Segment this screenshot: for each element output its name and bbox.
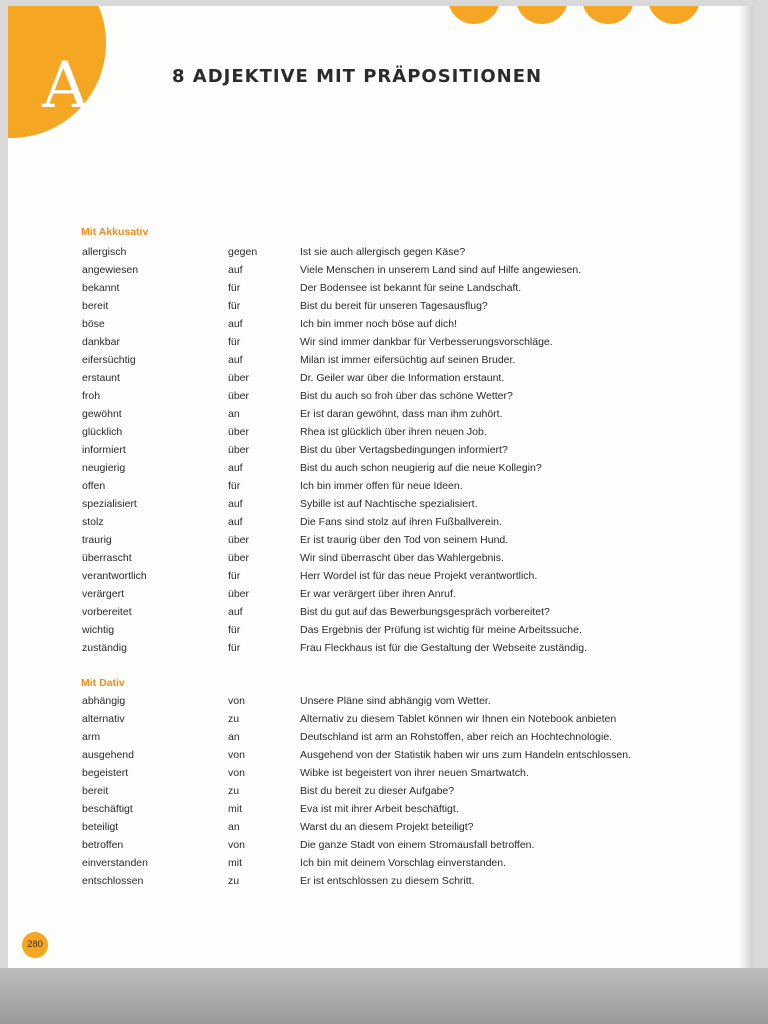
- table-row: [8, 354, 753, 372]
- adjective-cell: verantwortlich: [82, 570, 147, 582]
- example-sentence-cell: Er ist entschlossen zu diesem Schritt.: [300, 875, 475, 887]
- preposition-cell: für: [228, 336, 241, 348]
- adjective-cell: begeistert: [82, 767, 129, 779]
- table-row: [8, 318, 753, 336]
- adjective-cell: zuständig: [82, 642, 127, 654]
- preposition-cell: auf: [228, 606, 243, 618]
- example-sentence-cell: Frau Fleckhaus ist für die Gestaltung der Webseite zuständig.: [300, 642, 587, 654]
- example-sentence-cell: Die ganze Stadt von einem Stromausfall betroffen.: [300, 839, 535, 851]
- example-sentence-cell: Die Fans sind stolz auf ihren Fußballverein.: [300, 516, 502, 528]
- adjective-cell: bereit: [82, 300, 109, 312]
- table-row: [8, 606, 753, 624]
- example-sentence-cell: Rhea ist glücklich über ihren neuen Job.: [300, 426, 487, 438]
- preposition-cell: über: [228, 372, 250, 384]
- table-row: [8, 695, 753, 713]
- preposition-cell: von: [228, 695, 245, 707]
- table-row: [8, 246, 753, 264]
- preposition-cell: über: [228, 444, 250, 456]
- preposition-cell: über: [228, 534, 250, 546]
- adjective-cell: beteiligt: [82, 821, 119, 833]
- example-sentence-cell: Ich bin immer offen für neue Ideen.: [300, 480, 463, 492]
- adjective-cell: erstaunt: [82, 372, 120, 384]
- adjective-cell: traurig: [82, 534, 112, 546]
- adjective-cell: beschäftigt: [82, 803, 133, 815]
- adjective-cell: angewiesen: [82, 264, 139, 276]
- table-row: [8, 408, 753, 426]
- preposition-cell: über: [228, 552, 250, 564]
- adjective-cell: einverstanden: [82, 857, 148, 869]
- example-sentence-cell: Ich bin mit deinem Vorschlag einverstanden.: [300, 857, 507, 869]
- table-row: [8, 731, 753, 749]
- preposition-cell: an: [228, 408, 240, 420]
- table-row: [8, 372, 753, 390]
- adjective-cell: böse: [82, 318, 105, 330]
- example-sentence-cell: Warst du an diesem Projekt beteiligt?: [300, 821, 474, 833]
- table-row: [8, 480, 753, 498]
- table-row: [8, 390, 753, 408]
- preposition-cell: mit: [228, 803, 242, 815]
- adjective-cell: dankbar: [82, 336, 120, 348]
- example-sentence-cell: Bist du auch schon neugierig auf die neue Kollegin?: [300, 462, 542, 474]
- preposition-cell: für: [228, 282, 241, 294]
- table-row: [8, 749, 753, 767]
- scanner-bottom-band: [0, 968, 768, 1024]
- preposition-cell: auf: [228, 498, 243, 510]
- preposition-cell: auf: [228, 264, 243, 276]
- preposition-cell: für: [228, 480, 241, 492]
- table-row: [8, 624, 753, 642]
- example-sentence-cell: Milan ist immer eifersüchtig auf seinen Bruder.: [300, 354, 516, 366]
- example-sentence-cell: Unsere Pläne sind abhängig vom Wetter.: [300, 695, 491, 707]
- example-sentence-cell: Wir sind immer dankbar für Verbesserungsvorschläge.: [300, 336, 553, 348]
- preposition-cell: für: [228, 642, 241, 654]
- chapter-badge-letter: A: [41, 49, 89, 123]
- table-row: [8, 767, 753, 785]
- preposition-cell: zu: [228, 785, 240, 797]
- adjective-cell: entschlossen: [82, 875, 144, 887]
- adjective-cell: vorbereitet: [82, 606, 132, 618]
- preposition-cell: gegen: [228, 246, 258, 258]
- table-row: [8, 570, 753, 588]
- preposition-cell: über: [228, 426, 250, 438]
- page-title: 8 ADJEKTIVE MIT PRÄPOSITIONEN: [172, 66, 543, 87]
- table-row: [8, 534, 753, 552]
- adjective-cell: überrascht: [82, 552, 132, 564]
- adjective-cell: allergisch: [82, 246, 127, 258]
- example-sentence-cell: Alternativ zu diesem Tablet können wir Ihnen ein Notebook anbieten: [300, 713, 617, 725]
- adjective-cell: alternativ: [82, 713, 125, 725]
- preposition-cell: für: [228, 570, 241, 582]
- preposition-cell: von: [228, 767, 245, 779]
- example-sentence-cell: Das Ergebnis der Prüfung ist wichtig für meine Arbeitssuche.: [300, 624, 582, 636]
- table-row: [8, 642, 753, 660]
- preposition-cell: an: [228, 731, 240, 743]
- example-sentence-cell: Wir sind überrascht über das Wahlergebnis.: [300, 552, 504, 564]
- table-row: [8, 803, 753, 821]
- table-row: [8, 839, 753, 857]
- adjective-cell: betroffen: [82, 839, 124, 851]
- table-row: [8, 498, 753, 516]
- example-sentence-cell: Er ist daran gewöhnt, dass man ihm zuhört.: [300, 408, 503, 420]
- preposition-cell: von: [228, 839, 245, 851]
- book-page: [8, 6, 753, 968]
- table-row: [8, 462, 753, 480]
- page-edge-shadow: [739, 6, 753, 968]
- example-sentence-cell: Bist du auch so froh über das schöne Wetter?: [300, 390, 513, 402]
- example-sentence-cell: Eva ist mit ihrer Arbeit beschäftigt.: [300, 803, 459, 815]
- table-row: [8, 713, 753, 731]
- preposition-cell: von: [228, 749, 245, 761]
- adjective-cell: arm: [82, 731, 101, 743]
- table-row: [8, 552, 753, 570]
- adjective-cell: bekannt: [82, 282, 120, 294]
- example-sentence-cell: Ich bin immer noch böse auf dich!: [300, 318, 457, 330]
- example-sentence-cell: Sybille ist auf Nachtische spezialisiert.: [300, 498, 478, 510]
- table-row: [8, 264, 753, 282]
- decorative-dot: [582, 6, 634, 24]
- section-heading-dative: Mit Dativ: [81, 677, 125, 689]
- table-row: [8, 282, 753, 300]
- adjective-cell: offen: [82, 480, 106, 492]
- preposition-cell: auf: [228, 354, 243, 366]
- section-heading-accusative: Mit Akkusativ: [81, 226, 149, 238]
- adjective-cell: bereit: [82, 785, 109, 797]
- adjective-cell: informiert: [82, 444, 126, 456]
- preposition-cell: mit: [228, 857, 242, 869]
- adjective-cell: froh: [82, 390, 101, 402]
- adjective-cell: wichtig: [82, 624, 115, 636]
- preposition-cell: auf: [228, 318, 243, 330]
- decorative-dot: [448, 6, 500, 24]
- decorative-dot: [648, 6, 700, 24]
- example-sentence-cell: Wibke ist begeistert von ihrer neuen Smartwatch.: [300, 767, 529, 779]
- adjective-cell: stolz: [82, 516, 104, 528]
- table-row: [8, 875, 753, 893]
- table-row: [8, 426, 753, 444]
- table-row: [8, 785, 753, 803]
- preposition-cell: an: [228, 821, 240, 833]
- preposition-cell: auf: [228, 516, 243, 528]
- example-sentence-cell: Deutschland ist arm an Rohstoffen, aber reich an Hochtechnologie.: [300, 731, 613, 743]
- preposition-cell: auf: [228, 462, 243, 474]
- example-sentence-cell: Bist du bereit zu dieser Aufgabe?: [300, 785, 455, 797]
- table-row: [8, 300, 753, 318]
- table-row: [8, 588, 753, 606]
- example-sentence-cell: Ausgehend von der Statistik haben wir uns zum Handeln entschlossen.: [300, 749, 631, 761]
- example-sentence-cell: Viele Menschen in unserem Land sind auf Hilfe angewiesen.: [300, 264, 582, 276]
- table-row: [8, 444, 753, 462]
- page-number: 280: [22, 932, 48, 958]
- adjective-cell: spezialisiert: [82, 498, 137, 510]
- example-sentence-cell: Bist du gut auf das Bewerbungsgespräch vorbereitet?: [300, 606, 550, 618]
- preposition-cell: über: [228, 588, 250, 600]
- example-sentence-cell: Er ist traurig über den Tod von seinem Hund.: [300, 534, 509, 546]
- adjective-cell: glücklich: [82, 426, 123, 438]
- example-sentence-cell: Dr. Geiler war über die Information erstaunt.: [300, 372, 505, 384]
- table-row: [8, 821, 753, 839]
- preposition-cell: zu: [228, 875, 240, 887]
- example-sentence-cell: Bist du über Vertagsbedingungen informiert?: [300, 444, 508, 456]
- adjective-cell: ausgehend: [82, 749, 134, 761]
- example-sentence-cell: Bist du bereit für unseren Tagesausflug?: [300, 300, 488, 312]
- example-sentence-cell: Herr Wordel ist für das neue Projekt verantwortlich.: [300, 570, 538, 582]
- adjective-cell: eifersüchtig: [82, 354, 136, 366]
- table-row: [8, 857, 753, 875]
- preposition-cell: für: [228, 624, 241, 636]
- preposition-cell: über: [228, 390, 250, 402]
- example-sentence-cell: Er war verärgert über ihren Anruf.: [300, 588, 456, 600]
- decorative-dot: [516, 6, 568, 24]
- adjective-cell: neugierig: [82, 462, 126, 474]
- table-row: [8, 336, 753, 354]
- adjective-cell: gewöhnt: [82, 408, 122, 420]
- preposition-cell: zu: [228, 713, 240, 725]
- adjective-cell: verärgert: [82, 588, 125, 600]
- preposition-cell: für: [228, 300, 241, 312]
- table-row: [8, 516, 753, 534]
- example-sentence-cell: Der Bodensee ist bekannt für seine Landschaft.: [300, 282, 522, 294]
- adjective-cell: abhängig: [82, 695, 126, 707]
- example-sentence-cell: Ist sie auch allergisch gegen Käse?: [300, 246, 466, 258]
